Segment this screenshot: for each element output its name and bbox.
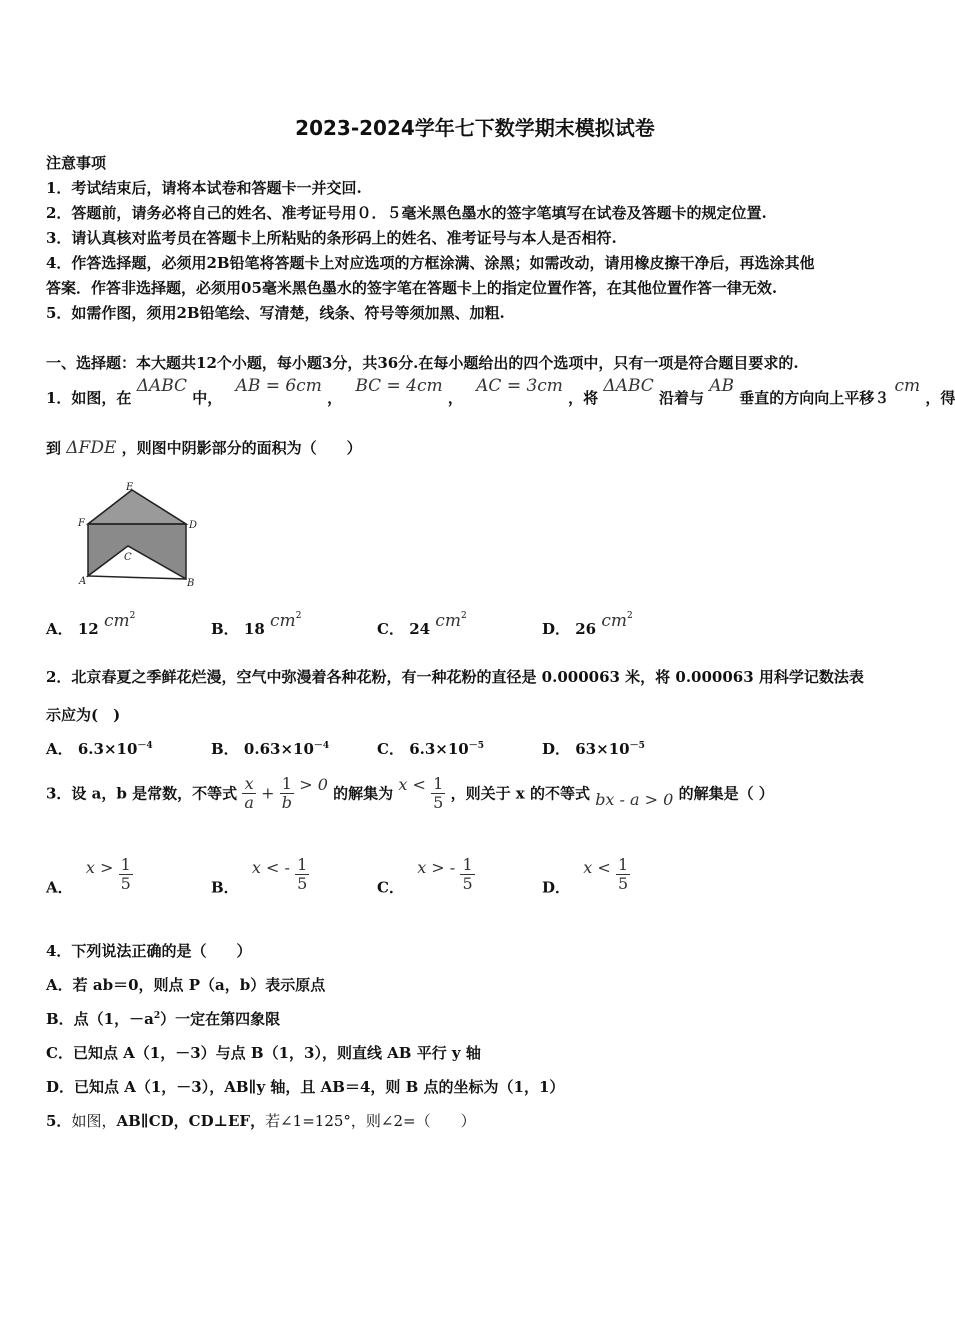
q1-math: AB = 6cm bbox=[235, 376, 322, 396]
option-exp: 2 bbox=[295, 611, 302, 621]
option-exp: －5 bbox=[629, 741, 645, 751]
option-label: B． bbox=[211, 740, 239, 758]
frac-num: x bbox=[242, 775, 256, 794]
frac-num: 1 bbox=[618, 855, 629, 874]
option-value: 6.3×10 bbox=[409, 740, 469, 758]
label-e: E bbox=[126, 482, 134, 493]
q3-text: 的解集为 bbox=[333, 784, 394, 803]
option-fraction bbox=[460, 856, 474, 893]
question-1-line-2 bbox=[46, 438, 362, 458]
q1-option-d[interactable] bbox=[542, 611, 633, 639]
q1-text: ，得 bbox=[925, 389, 955, 407]
q5-text: 如图， bbox=[71, 1112, 117, 1130]
frac-num: 1 bbox=[120, 855, 131, 874]
option-unit: cm bbox=[435, 611, 461, 631]
frac-num: 1 bbox=[462, 855, 473, 874]
option-label: B． bbox=[211, 620, 239, 638]
option-value: 24 bbox=[409, 620, 431, 638]
option-exp: －5 bbox=[468, 741, 484, 751]
page-title: 2023-2024学年七下数学期末模拟试卷 bbox=[295, 116, 655, 140]
q5-text: 若∠1=125°， bbox=[265, 1112, 366, 1130]
q3-text: 的解集是（ ） bbox=[678, 784, 774, 803]
q3-text: 3．设 a，b 是常数，不等式 bbox=[46, 784, 238, 803]
option-label: D． bbox=[542, 878, 571, 897]
q1-math: ΔFDE bbox=[66, 438, 117, 458]
q1-text: 垂直的方向向上平移３ bbox=[739, 389, 890, 407]
q1-option-c[interactable] bbox=[377, 611, 467, 639]
option-fraction bbox=[616, 856, 630, 893]
option-label: D． bbox=[542, 740, 571, 758]
notice-item: 2．答题前，请务必将自己的姓名、准考证号用０．５毫米黑色墨水的签字笔填写在试卷及答题卡的规定位置. bbox=[46, 204, 767, 222]
option-text: B．点（1，－a bbox=[46, 1010, 154, 1028]
section-heading: 一、选择题：本大题共12个小题，每小题3分，共36分.在每小题给出的四个选项中，只有一项是符合题目要求的. bbox=[46, 354, 799, 372]
q2-option-a[interactable] bbox=[46, 738, 153, 759]
option-label: A． bbox=[46, 878, 73, 897]
frac-num: 1 bbox=[297, 855, 308, 874]
q3-text: ，则关于 x 的不等式 bbox=[450, 784, 590, 803]
option-unit: cm bbox=[601, 611, 628, 631]
q2-option-d[interactable] bbox=[542, 738, 645, 759]
q3-plus: + bbox=[261, 783, 275, 803]
option-value: 0.63×10 bbox=[243, 740, 314, 758]
q5-text: 则∠2=（ ） bbox=[365, 1112, 476, 1130]
option-exp: 2 bbox=[627, 611, 633, 621]
q4-option-c[interactable]: C．已知点 A（1，－3）与点 B（1，3），则直线 AB 平行 y 轴 bbox=[46, 1044, 481, 1062]
frac-den: a bbox=[244, 793, 254, 812]
option-label: C． bbox=[377, 620, 404, 638]
q4-option-b[interactable] bbox=[46, 1008, 280, 1029]
q1-text: ，将 bbox=[568, 389, 599, 407]
q3-option-d[interactable] bbox=[542, 856, 630, 898]
option-value: 26 bbox=[575, 620, 597, 638]
q1-text: ， bbox=[327, 389, 343, 407]
option-label: C． bbox=[377, 878, 404, 897]
q1-math: AC = 3cm bbox=[476, 376, 563, 396]
label-d: D bbox=[189, 520, 198, 531]
q5-number: 5． bbox=[46, 1112, 72, 1130]
option-label: A． bbox=[46, 620, 73, 638]
option-label: D． bbox=[542, 620, 571, 638]
frac-den: 5 bbox=[618, 874, 629, 893]
option-value: 6.3×10 bbox=[77, 740, 138, 758]
q1-text: 到 bbox=[46, 439, 62, 457]
frac-den: 5 bbox=[120, 874, 131, 893]
option-label: B． bbox=[211, 878, 239, 897]
option-unit: cm bbox=[270, 611, 296, 631]
notice-item: 4．作答选择题，必须用2B铅笔将答题卡上对应选项的方框涂满、涂黑；如需改动，请用橡皮擦干净后，再选涂其他 bbox=[46, 254, 815, 272]
option-fraction bbox=[295, 856, 309, 893]
q1-figure bbox=[76, 484, 216, 594]
question-2-line-2: 示应为( ) bbox=[46, 706, 121, 724]
q2-option-c[interactable] bbox=[377, 738, 484, 759]
q2-option-b[interactable] bbox=[211, 738, 329, 759]
option-exp: 2 bbox=[460, 611, 467, 621]
option-exp: －4 bbox=[313, 741, 330, 751]
q1-math: ΔABC bbox=[136, 376, 188, 396]
notice-item: 答案．作答非选择题，必须用05毫米黑色墨水的签字笔在答题卡上的指定位置作答，在其他位置作答一律无效. bbox=[46, 279, 778, 297]
q1-math: ΔABC bbox=[603, 376, 654, 396]
label-b: B bbox=[187, 578, 195, 589]
q1-text: 沿着与 bbox=[659, 389, 705, 407]
option-relation: x < - bbox=[251, 857, 290, 877]
q3-inequality: bx - a > 0 bbox=[595, 789, 674, 809]
question-1-line-1 bbox=[46, 376, 955, 408]
q1-text: ，则图中阴影部分的面积为（ ） bbox=[121, 439, 362, 457]
notice-item: 3．请认真核对监考员在答题卡上所粘贴的条形码上的姓名、准考证号与本人是否相符. bbox=[46, 229, 617, 247]
option-label: C． bbox=[377, 740, 404, 758]
option-value: 18 bbox=[243, 620, 265, 638]
q3-option-c[interactable] bbox=[377, 856, 475, 898]
question-4-stem: 4．下列说法正确的是（ ） bbox=[46, 942, 252, 960]
option-exp: 2 bbox=[153, 1011, 161, 1021]
option-relation: x < bbox=[583, 857, 611, 877]
fraction-x-over-a bbox=[242, 775, 256, 812]
q3-option-a[interactable] bbox=[46, 856, 133, 898]
label-f: F bbox=[78, 518, 85, 529]
fraction-1-over-5 bbox=[431, 775, 445, 812]
q1-math: AB bbox=[709, 376, 735, 396]
frac-den: 5 bbox=[433, 793, 444, 812]
option-exp: －4 bbox=[137, 741, 153, 751]
q4-option-a[interactable]: A．若 ab＝0，则点 P（a，b）表示原点 bbox=[46, 976, 326, 994]
label-a: A bbox=[79, 576, 87, 587]
option-fraction bbox=[119, 856, 133, 893]
frac-num: 1 bbox=[433, 774, 444, 793]
q1-math: cm bbox=[894, 376, 921, 396]
option-value: 12 bbox=[77, 620, 99, 638]
fraction-1-over-b bbox=[280, 775, 294, 812]
option-relation: x > bbox=[85, 857, 114, 877]
option-relation: x > - bbox=[417, 857, 456, 877]
question-3-stem bbox=[46, 775, 774, 812]
question-5-stem bbox=[46, 1110, 476, 1131]
frac-den: b bbox=[281, 793, 292, 812]
q1-text: ， bbox=[447, 389, 463, 407]
notice-heading: 注意事项 bbox=[46, 154, 107, 172]
triangle-fde bbox=[88, 490, 186, 524]
q1-option-a[interactable] bbox=[46, 611, 136, 639]
label-c: C bbox=[124, 552, 132, 563]
q1-text: 1．如图，在 bbox=[46, 389, 132, 407]
notice-item: 1．考试结束后，请将本试卷和答题卡一并交回. bbox=[46, 179, 362, 197]
q1-math: BC = 4cm bbox=[355, 376, 443, 396]
option-exp: 2 bbox=[129, 611, 136, 621]
q5-text: AB∥CD，CD⊥EF， bbox=[116, 1112, 266, 1130]
q1-option-b[interactable] bbox=[211, 611, 302, 639]
option-text: ）一定在第四象限 bbox=[160, 1010, 281, 1028]
q1-text: 中， bbox=[192, 389, 223, 407]
option-unit: cm bbox=[103, 611, 130, 631]
question-2-line-1: 2．北京春夏之季鲜花烂漫，空气中弥漫着各种花粉，有一种花粉的直径是 0.000063 米，将 0.000063 用科学记数法表 bbox=[46, 668, 864, 686]
frac-den: 5 bbox=[297, 874, 308, 893]
q3-gt0: > 0 bbox=[299, 774, 328, 794]
q4-option-d[interactable]: D．已知点 A（1，－3），AB∥y 轴，且 AB＝4，则 B 点的坐标为（1，1） bbox=[46, 1078, 565, 1096]
frac-num: 1 bbox=[280, 775, 294, 794]
q3-option-b[interactable] bbox=[211, 856, 309, 898]
option-value: 63×10 bbox=[575, 740, 630, 758]
option-label: A． bbox=[46, 740, 73, 758]
frac-den: 5 bbox=[462, 874, 473, 893]
q3-xlt: x < bbox=[398, 774, 426, 794]
notice-item: 5．如需作图，须用2B铅笔绘、写清楚，线条、符号等须加黑、加粗. bbox=[46, 304, 505, 322]
